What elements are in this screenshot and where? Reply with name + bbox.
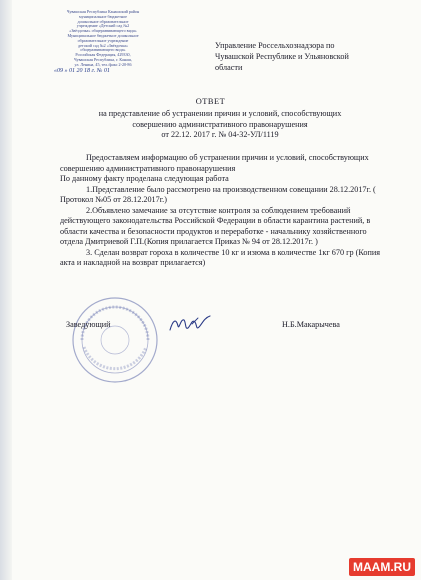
- paragraph-work-done: По данному факту проделана следующая работа: [60, 174, 229, 184]
- stamp-date: «09 » 01 20 18 г. № 01: [54, 68, 110, 74]
- stamp-line: учреждение «Детский сад №2: [76, 23, 130, 29]
- stamp-line: образовательное учреждение: [77, 37, 129, 43]
- document-body: [60, 153, 386, 269]
- paragraph-item-3: 3. Сделан возврат гороха в количестве 10 кг и изюма в количестве 1кг 670 гр (Копия акта и накладной на возврат прилагается): [60, 247, 381, 268]
- institution-stamp: [54, 10, 152, 68]
- addressee-line: Управление Россельхознадзора по: [215, 41, 335, 50]
- stamp-line: ул. Ленина, 45, тел./факс 2-20-86: [74, 61, 132, 67]
- signatory-name: Н.Б.Макарычева: [282, 320, 340, 329]
- stamp-line: Муниципальное бюджетное дошкольное: [67, 32, 139, 38]
- round-seal-stamp: [70, 295, 160, 385]
- stamp-line: Российская Федерация, 429330,: [75, 52, 131, 58]
- stamp-line: Чувашская Республика, г. Канаш,: [73, 56, 133, 62]
- document-title: ОТВЕТ: [195, 97, 226, 106]
- stamp-line: муниципальное бюджетное: [79, 13, 127, 19]
- paragraph-item-1: 1.Представление было рассмотрено на производственном совещании 28.12.2017г. ( Протокол №05 от 28.12.2017г.): [60, 184, 376, 205]
- stamp-line: Чувашская Республика Канашский район: [66, 9, 140, 14]
- signatory-role: Заведующий: [66, 320, 111, 329]
- stamp-line: детский сад №2 «Звёздочка»: [78, 42, 128, 48]
- scan-edge: [0, 0, 12, 580]
- site-watermark: MAAM.RU: [349, 558, 415, 576]
- paragraph-intro: Предоставляем информацию об устранении причин и условий, способствующих совершению административного правонарушения: [60, 153, 369, 173]
- subtitle-line: на представление об устранении причин и условий, способствующих: [98, 109, 342, 118]
- document-subtitle: [60, 109, 380, 141]
- stamp-line: «Звёздочка» общеразвивающего вида»: [69, 28, 137, 34]
- subtitle-line: совершению административного правонарушения: [132, 119, 308, 129]
- stamp-line: общеразвивающего вида»: [80, 47, 126, 53]
- stamp-line: дошкольное образовательное: [77, 18, 129, 24]
- addressee-line: Чувашской Республике и Ульяновской: [215, 52, 349, 62]
- handwritten-signature: [168, 312, 213, 336]
- paragraph-item-2: 2.Объявлено замечание за отсутствие контроля за соблюдением требований действующего законодательства Российской Федерации в области карантина растений, в области качества и безопасности продуктов и переработке - начальнику хозяйственного отдела Дмитриевой Г.П.(Копия прилагается Приказ № 94 от 28.12.2017г. ): [60, 205, 371, 247]
- addressee: [215, 40, 390, 74]
- subtitle-line: от 22.12. 2017 г. № 04-32-УЛ/1119: [161, 130, 279, 140]
- addressee-line: области: [215, 63, 243, 73]
